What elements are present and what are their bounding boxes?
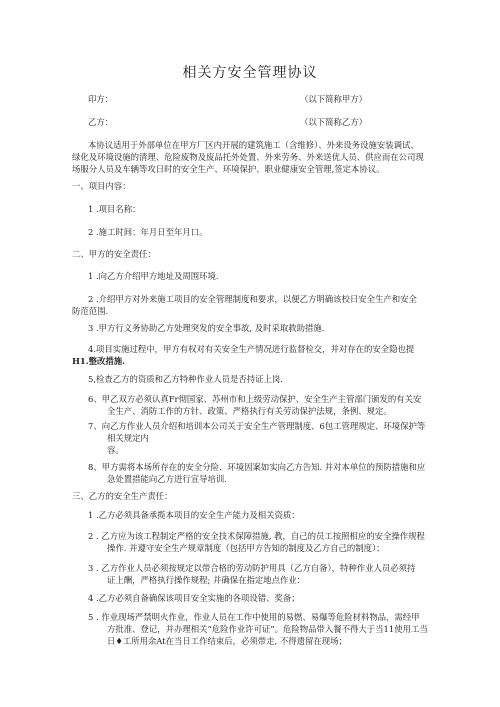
- document-title: 相关方安全管理协议: [182, 65, 318, 81]
- section-heading: 三、乙方的安全生产责任：: [72, 491, 173, 501]
- list-item: 5 . 作业现场严禁明火作业，作业人员在工作中使用的易燃、易爆等危险材料物品，需经甲: [88, 612, 420, 622]
- list-item: 4 .乙方必须自备确保该项目安全实施的各项设错、奖备；: [88, 593, 300, 603]
- list-item: 1 .乙方必须具备承揽本项目的安全生产能力及相关资质：: [88, 510, 300, 520]
- list-item: 3 .甲方行义务协助乙方处理突发的安全事故, 及时采取救助措施.: [88, 323, 325, 333]
- section-heading: 二、甲方的安全责任：: [72, 249, 156, 259]
- list-item-continued: H1.整改措施.: [72, 356, 126, 366]
- intro-line: 场服分人员及车辆等攻日时的安全生产、环境保护、职业健康安全管理,签定本协议。: [72, 164, 385, 174]
- list-item: 1 .向乙方介绍甲方地址及周围环境.: [88, 271, 219, 281]
- list-item-continued: 相关规定内: [107, 433, 149, 443]
- list-item: 5,检查乙方的资质和乙方特种作业人员是否持证上岗.: [88, 374, 283, 384]
- list-item-continued: 防范范围.: [72, 306, 109, 316]
- list-item: 4.项目实施过程中，甲方有权对有关安全生产情况进行监督检交，并对存在的安全隐也提: [88, 344, 415, 354]
- list-item: 8、甲方需将本场所存在的安全分险、环境因案如实向乙方告知. 并对本单位的预防措施和应: [88, 462, 426, 472]
- intro-line: 本协议适用于外部单位在甲方厂区内开展的建筑施工（含维修）、外来设务设施安装调试、: [88, 140, 419, 150]
- list-item-continued: 急处置措能向乙方进行宣导培训.: [107, 474, 227, 484]
- list-item: 2 . 乙方应为该工程制定严格的安全技术保障措施, 教，自己的员工按照相应的安全操作规程: [88, 531, 425, 541]
- section-heading: 一、项目内容：: [72, 181, 131, 191]
- list-item-continued: 证上酬，严格执行操作规程; 并确保在指定地点作业：: [107, 575, 306, 585]
- party-a-note: （以下简称甲方）: [300, 94, 367, 104]
- list-item: 3 . 乙方作业人员必须按规定以带合格的劳动防护用具（乙方自备），特种作业人员必须持: [88, 563, 416, 573]
- intro-line: 绿化及环境设施的清理、危险废物及废品托外处置、外来劳务、外来送优人员、供应而在公司现: [72, 152, 424, 162]
- list-item: 1 .项目名称：: [88, 204, 141, 214]
- list-item: 7、向乙方作业人员介绍和培训本公司关于安全生产管理制度、6包工管理规定、环境保护等: [88, 421, 426, 431]
- list-item-continued: 日♦工所用余At在当日工作结束后，必须带走, 不得遗留在现场；: [107, 636, 347, 646]
- party-b-label: 乙方：: [88, 117, 114, 127]
- party-b-note: （以下简称乙方）: [300, 117, 367, 127]
- list-item-continued: 容。: [107, 445, 124, 455]
- party-a-label: 印方：: [88, 94, 114, 104]
- list-item-continued: 操作. 并遵守安全生产规章制度（包括甲方告知的制度及乙方自己的制度）；: [107, 543, 385, 553]
- list-item-continued: 方批准、登记，并办理相关“危险作业许可证”。危险物品带入餐不得大于当11使用工当: [107, 624, 428, 634]
- list-item: 2 .介绍甲方对外来施工项目的安全管理制度和要求，以便乙方明确该校日安全生产和安全: [88, 294, 417, 304]
- list-item: 2 .施工时间：年月日至年月口。: [88, 227, 208, 237]
- list-item-continued: 全生产、消防工作的方针、政策、严格执行有关劳动保护法规，条例、规定。: [107, 406, 392, 416]
- list-item: 6、甲乙双方必须认真Fr彻国家、苏州市和上级劳动保护、安全生产主管部门颁发的有关安: [88, 394, 422, 404]
